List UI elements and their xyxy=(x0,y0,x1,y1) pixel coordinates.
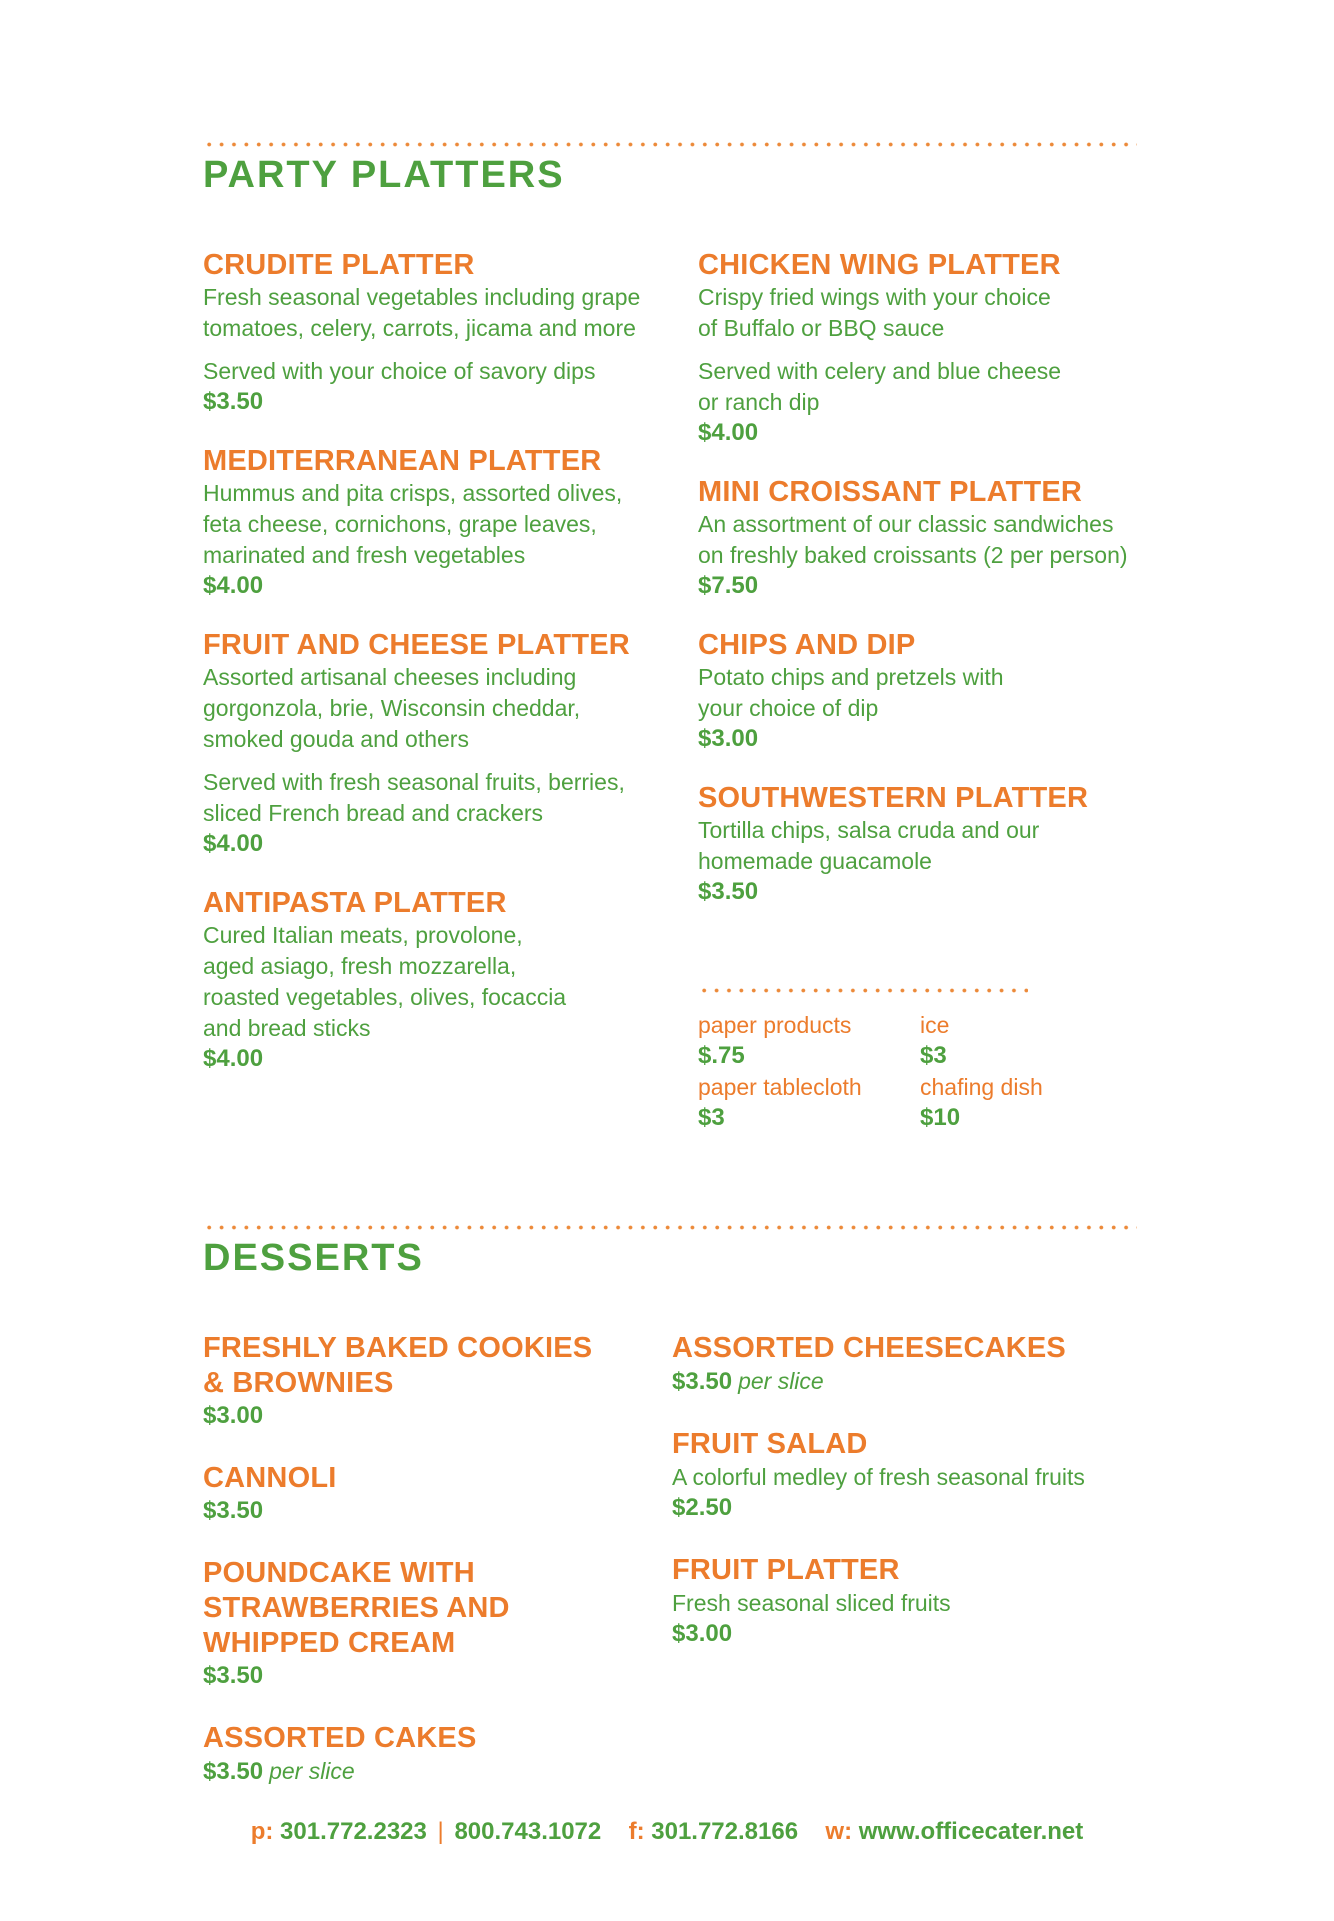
website-link[interactable]: www.officecater.net xyxy=(858,1818,1084,1845)
menu-item-price: $4.00 xyxy=(203,572,264,599)
menu-item-title: CANNOLI xyxy=(203,1462,337,1494)
menu-item-description: Potato chips and pretzels with your choice of dip xyxy=(698,664,1004,721)
menu-item-title: FRESHLY BAKED COOKIES & BROWNIES xyxy=(203,1332,593,1399)
extra-item-price: $3 xyxy=(698,1104,725,1131)
menu-item xyxy=(203,248,663,417)
menu-item-title: ASSORTED CHEESECAKES xyxy=(672,1332,1066,1364)
menu-item-description: A colorful medley of fresh seasonal fruits xyxy=(672,1464,1085,1490)
menu-item-price: $2.50 xyxy=(672,1494,733,1521)
menu-item-price-row xyxy=(672,1493,1152,1523)
menu-item-price-row xyxy=(698,724,1168,754)
menu-item-price-row xyxy=(203,387,663,417)
menu-item-price: $3.50 xyxy=(203,388,264,415)
extra-item-label: ice xyxy=(920,1012,950,1038)
section-title-party-platters: PARTY PLATTERS xyxy=(203,154,565,196)
extra-item-price: $10 xyxy=(920,1104,961,1131)
menu-item xyxy=(203,886,663,1074)
extra-item-label: paper tablecloth xyxy=(698,1074,862,1100)
menu-item xyxy=(203,1721,643,1787)
menu-item-description: Assorted artisanal cheeses including gorgonzola, brie, Wisconsin cheddar, smoked gouda and others xyxy=(203,664,581,752)
menu-item-price: $3.50 xyxy=(203,1662,264,1689)
menu-item-price: $3.50 xyxy=(672,1368,733,1395)
fax-label: f: xyxy=(628,1818,645,1845)
menu-item-price-row xyxy=(203,571,663,601)
menu-item-title: FRUIT PLATTER xyxy=(672,1554,900,1586)
extras-divider xyxy=(698,988,1028,993)
desserts-left-column xyxy=(203,1331,643,1817)
menu-item-price-row xyxy=(698,877,1168,907)
menu-item-description: Fresh seasonal sliced fruits xyxy=(672,1590,951,1616)
section-title-desserts: DESSERTS xyxy=(203,1237,424,1279)
section-divider xyxy=(203,1225,1137,1230)
menu-item-description: Hummus and pita crisps, assorted olives, feta cheese, cornichons, grape leaves, marinated and fresh vegetables xyxy=(203,480,623,568)
menu-item-title: SOUTHWESTERN PLATTER xyxy=(698,782,1089,814)
menu-item-serving-note: Served with fresh seasonal fruits, berries, sliced French bread and crackers xyxy=(203,769,625,826)
menu-item-title: MEDITERRANEAN PLATTER xyxy=(203,445,602,477)
menu-item-title: MINI CROISSANT PLATTER xyxy=(698,476,1083,508)
platters-left-column xyxy=(203,248,663,1101)
menu-item xyxy=(672,1553,1152,1649)
extra-item-price: $.75 xyxy=(698,1042,745,1069)
menu-item-price-row xyxy=(672,1366,1152,1397)
menu-item-title: CRUDITE PLATTER xyxy=(203,249,475,281)
menu-item-price: $3.50 xyxy=(203,1497,264,1524)
contact-footer xyxy=(0,1818,1334,1846)
menu-item-price-row xyxy=(203,1401,643,1431)
phone-number-1: 301.772.2323 xyxy=(280,1818,427,1845)
menu-item-price: $3.00 xyxy=(203,1402,264,1429)
menu-item-price-row xyxy=(698,418,1168,448)
menu-item-price-row xyxy=(203,1661,643,1691)
menu-item xyxy=(203,628,663,859)
menu-item-price: $3.50 xyxy=(203,1758,264,1785)
extra-item-label: chafing dish xyxy=(920,1074,1043,1100)
platters-right-column xyxy=(698,248,1168,934)
desserts-right-column xyxy=(672,1331,1152,1679)
phone-separator: | xyxy=(437,1818,444,1845)
menu-item xyxy=(203,1461,643,1526)
extras-grid xyxy=(698,1010,1120,1134)
menu-item-serving-note: Served with your choice of savory dips xyxy=(203,358,596,384)
menu-item-price: $4.00 xyxy=(203,1045,264,1072)
menu-item-description: Crispy fried wings with your choice of Buffalo or BBQ sauce xyxy=(698,284,1051,341)
fax-number: 301.772.8166 xyxy=(651,1818,799,1845)
menu-item-title: CHIPS AND DIP xyxy=(698,629,916,661)
phone-label: p: xyxy=(250,1818,274,1845)
menu-item-price: $7.50 xyxy=(698,572,759,599)
menu-item-price-row xyxy=(203,1496,643,1526)
menu-item xyxy=(698,475,1168,601)
menu-item xyxy=(203,1331,643,1431)
menu-item-title: POUNDCAKE WITH STRAWBERRIES AND WHIPPED CREAM xyxy=(203,1557,510,1659)
menu-item xyxy=(698,628,1168,754)
menu-item xyxy=(672,1427,1152,1523)
menu-item-price: $3.00 xyxy=(698,725,759,752)
menu-item-title: FRUIT SALAD xyxy=(672,1428,868,1460)
menu-item-title: ASSORTED CAKES xyxy=(203,1722,477,1754)
menu-item-price-row xyxy=(203,1044,663,1074)
price-unit: per slice xyxy=(269,1758,355,1784)
menu-item xyxy=(698,781,1168,907)
menu-item-title: ANTIPASTA PLATTER xyxy=(203,887,507,919)
extras-section xyxy=(698,1010,1120,1134)
menu-item-price: $4.00 xyxy=(203,830,264,857)
phone-number-2: 800.743.1072 xyxy=(454,1818,602,1845)
menu-item-description: Tortilla chips, salsa cruda and our homemade guacamole xyxy=(698,817,1040,874)
menu-item-description: Fresh seasonal vegetables including grape tomatoes, celery, carrots, jicama and more xyxy=(203,284,641,341)
menu-item xyxy=(203,444,663,601)
menu-item xyxy=(203,1556,643,1691)
menu-item-price-row xyxy=(203,829,663,859)
menu-item xyxy=(672,1331,1152,1397)
web-label: w: xyxy=(825,1818,853,1845)
menu-item-price-row xyxy=(203,1756,643,1787)
menu-item-description: An assortment of our classic sandwiches on freshly baked croissants (2 per person) xyxy=(698,511,1128,568)
menu-item-price: $4.00 xyxy=(698,419,759,446)
menu-item-price: $3.00 xyxy=(672,1620,733,1647)
menu-item-title: FRUIT AND CHEESE PLATTER xyxy=(203,629,630,661)
extra-item-price: $3 xyxy=(920,1042,947,1069)
menu-item-price: $3.50 xyxy=(698,878,759,905)
menu-item-title: CHICKEN WING PLATTER xyxy=(698,249,1061,281)
menu-item-price-row xyxy=(698,571,1168,601)
extra-item-label: paper products xyxy=(698,1012,852,1038)
menu-item xyxy=(698,248,1168,448)
menu-item-description: Cured Italian meats, provolone, aged asiago, fresh mozzarella, roasted vegetables, olives, focaccia and bread sticks xyxy=(203,922,567,1041)
section-divider xyxy=(203,142,1137,147)
menu-item-serving-note: Served with celery and blue cheese or ranch dip xyxy=(698,358,1062,415)
price-unit: per slice xyxy=(738,1368,824,1394)
menu-item-price-row xyxy=(672,1619,1152,1649)
